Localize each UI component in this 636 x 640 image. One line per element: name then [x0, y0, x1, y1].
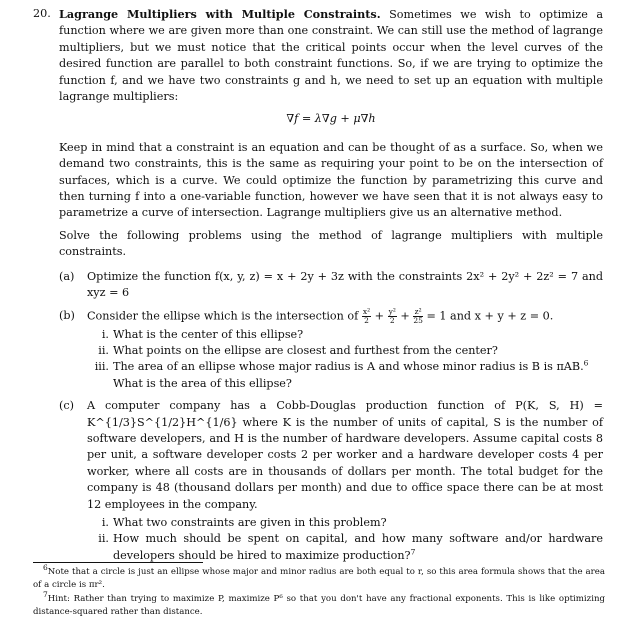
footnotes	[33, 563, 605, 620]
part-c	[59, 398, 603, 564]
fraction-x	[362, 308, 371, 325]
part-b-subquestions	[87, 327, 603, 393]
sub-label: i.	[101, 515, 109, 529]
part-b-label: (b)	[59, 308, 75, 322]
fraction-y-num: y²	[388, 306, 396, 316]
footnote-6-mark: 6	[43, 563, 48, 573]
paragraph-instructions: Solve the following problems using the method of lagrange multipliers with multiple constraints.	[59, 228, 603, 259]
part-a	[59, 269, 603, 302]
lagrange-equation: ∇f = λ∇g + μ∇h	[286, 112, 376, 126]
sub-text: What points on the ellipse are closest and furthest from the center?	[113, 343, 498, 357]
fraction-y	[388, 308, 397, 325]
part-a-label: (a)	[59, 269, 75, 283]
problem-title: Lagrange Multipliers with Multiple Constraints.	[59, 7, 381, 21]
part-c-sub-i	[87, 515, 603, 531]
problem-body	[59, 6, 603, 261]
fraction-z-den: 25	[413, 315, 423, 325]
part-b: (b) Consider the ellipse which is the intersection of $\frac{\text{x²}}{2}$ + $\frac{\text{y²}}{2}$ + $\frac{\text{z²}}{25}$ = 1 and x + y + z = 0. i. What is the center of this ellipse? ii. What points on the ellipse are closest and furthest from the center? iii. The area of an ellipse whose major radius is A and whose minor radius is B is πAB.$^6$ What is the area of this ellipse?	[59, 308, 603, 393]
footnote-mark-7: 7	[410, 547, 416, 557]
footnote-7-mark: 7	[43, 590, 48, 600]
fraction-y-den: 2	[389, 315, 395, 325]
part-b-sub-i	[87, 327, 603, 343]
footnote-6	[33, 563, 605, 591]
part-b-tail: = 1 and x + y + z = 0.	[426, 309, 554, 322]
part-c-label: (c)	[59, 399, 74, 413]
part-b-sub-ii	[87, 343, 603, 359]
problem-20	[33, 6, 604, 573]
footnote-7	[33, 590, 605, 618]
fraction-x-den: 2	[364, 315, 369, 325]
sub-label: ii.	[98, 343, 109, 357]
paragraph-constraints-surfaces: Keep in mind that a constraint is an equation and can be thought of as a surface. So, when we demand two constraints, this is the same as requiring your point to be on the intersection of surfaces, which is a curve. We could optimize the function by parametrizing this curve and then turning f into a one-variable function, however we have seen that it is not always easy to parametrize a curve of intersection. Lagrange multipliers give us an alternative method.	[59, 140, 603, 220]
part-c-text: A computer company has a Cobb-Douglas production function of P(K, S, H) = K^{1/3}S^{1/2}H^{1/6} where K is the number of units of capital, S is the number of software developers, and H is the number of hardware developers. Assume capital costs 8 per unit, a software developer costs 2 per worker and a hardware developer costs 4 per worker, where all costs are in thousands of dollars per month. The total budget for the company is 48 (thousand dollars per month) and due to office space there can be at most 12 employees in the company.	[87, 399, 603, 511]
fraction-z	[413, 308, 423, 325]
part-c-subquestions	[87, 515, 603, 564]
part-b-lead: Consider the ellipse which is the intersection of	[87, 309, 359, 322]
sub-text: What two constraints are given in this problem?	[113, 515, 387, 529]
sub-label: i.	[101, 327, 109, 341]
fraction-x-num: x²	[362, 306, 371, 316]
part-b-sub-iii	[87, 359, 603, 392]
intro-paragraph	[59, 6, 603, 105]
intro-text: Sometimes we wish to optimize a function where we are given more than one constraint. We can still use the method of lagrange multipliers, but we must notice that the critical points occur when the level curves of the desired function are parallel to both constraint functions. So, if we are trying to optimize the function f, and we have two constraints g and h, we need to set up an equation with multiple lagrange multipliers:	[59, 8, 604, 104]
sub-text: How much should be spent on capital, and how many software and/or hardware developers should be hired to maximize production?	[113, 532, 603, 562]
sub-label: iii.	[94, 360, 109, 374]
sub-text: What is the center of this ellipse?	[113, 327, 304, 341]
fraction-z-num: z²	[414, 306, 422, 316]
sub-text-continued: What is the area of this ellipse?	[113, 376, 292, 390]
sub-text: The area of an ellipse whose major radius is A and whose minor radius is B is πAB.	[113, 360, 584, 374]
footnote-divider	[33, 562, 203, 563]
footnote-mark-6: 6	[583, 358, 589, 368]
part-c-sub-ii	[87, 531, 603, 564]
footnote-7-text: Hint: Rather than trying to maximize P, maximize P⁶ so that you don't have any fractional exponents. This is like optimizing distance-squared rather than distance.	[33, 594, 605, 617]
part-a-text: Optimize the function f(x, y, z) = x + 2y + 3z with the constraints 2x² + 2y² + 2z² = 7 and xyz = 6	[87, 269, 603, 300]
problem-number: 20.	[33, 7, 51, 20]
parts-list	[59, 269, 603, 565]
footnote-6-text: Note that a circle is just an ellipse whose major and minor radius are both equal to r, so this area formula shows that the area of a circle is πr².	[33, 567, 605, 590]
sub-label: ii.	[98, 532, 109, 546]
